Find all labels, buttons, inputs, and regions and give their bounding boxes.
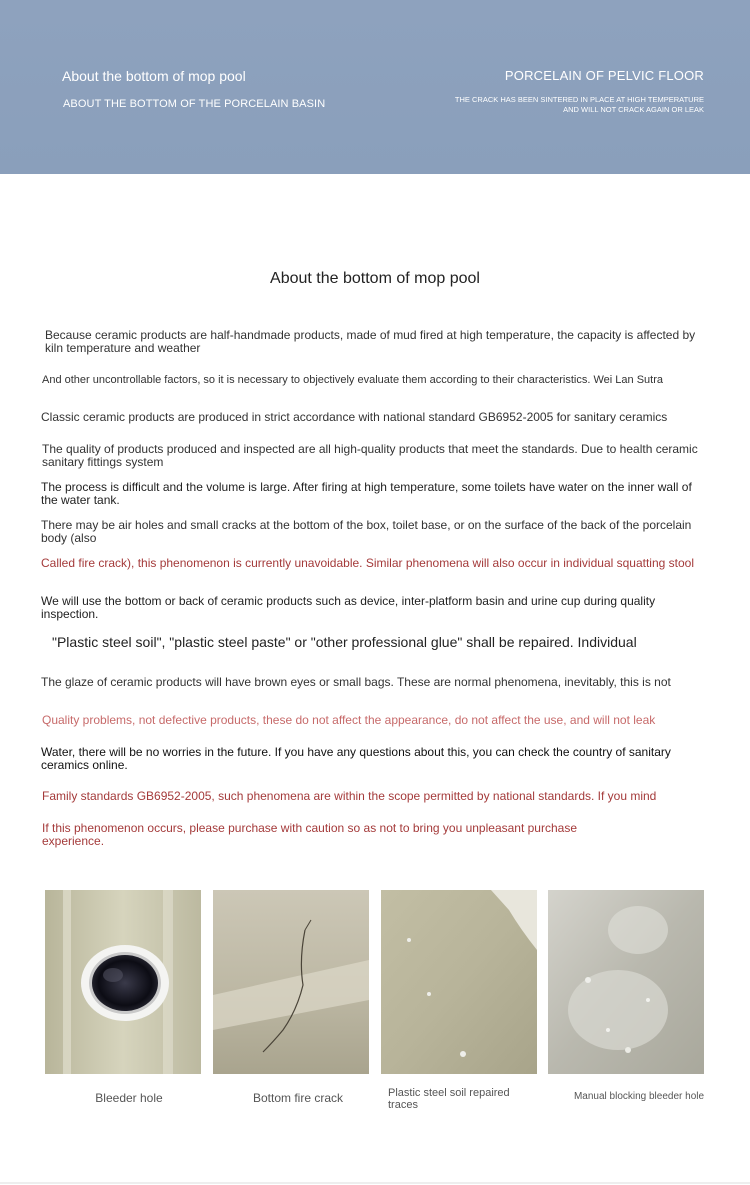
photo-caption-4: Manual blocking bleeder hole xyxy=(573,1091,705,1102)
header-banner xyxy=(0,0,750,174)
bottom-divider xyxy=(0,1182,750,1184)
paragraph-9: "Plastic steel soil", "plastic steel paste" or "other professional glue" shall be repaired. Individual xyxy=(52,634,637,650)
paragraph-6: There may be air holes and small cracks at the bottom of the box, toilet base, or on the surface of the back of the porcelain body (also xyxy=(41,518,692,545)
paragraph-3: Classic ceramic products are produced in strict accordance with national standard GB6952-2005 for sanitary ceramics xyxy=(41,410,668,424)
banner-right-title: PORCELAIN OF PELVIC FLOOR xyxy=(504,68,704,83)
paragraph-13: Family standards GB6952-2005, such phenomena are within the scope permitted by national standards. If you mind xyxy=(42,789,657,803)
banner-right-subtitle xyxy=(444,95,704,115)
banner-right-sub-line1: THE CRACK HAS BEEN SINTERED IN PLACE AT HIGH TEMPERATURE xyxy=(454,95,704,104)
page-heading: About the bottom of mop pool xyxy=(270,270,480,287)
photo-caption-2: Bottom fire crack xyxy=(252,1091,344,1105)
banner-left-subtitle: ABOUT THE BOTTOM OF THE PORCELAIN BASIN xyxy=(63,98,326,110)
paragraph-12: Water, there will be no worries in the future. If you have any questions about this, you can check the country of sanitary ceramics online. xyxy=(41,745,671,772)
paragraph-14: If this phenomenon occurs, please purchase with caution so as not to bring you unpleasant purchase experience. xyxy=(42,821,578,848)
banner-left-title: About the bottom of mop pool xyxy=(62,68,246,84)
paragraph-4: The quality of products produced and inspected are all high-quality products that meet the standards. Due to health ceramic sanitary fittings system xyxy=(42,442,698,469)
banner-right-sub-line2: AND WILL NOT CRACK AGAIN OR LEAK xyxy=(563,105,704,114)
paragraph-10: The glaze of ceramic products will have brown eyes or small bags. These are normal phenomena, inevitably, this is not xyxy=(41,675,671,689)
blocked-hole-photo xyxy=(548,890,704,1074)
photo-caption-3: Plastic steel soil repaired traces xyxy=(388,1087,510,1111)
paragraph-2: And other uncontrollable factors, so it is necessary to objectively evaluate them according to their characteristics. Wei Lan Sutra xyxy=(42,374,663,386)
bleeder-hole-photo xyxy=(45,890,201,1074)
paragraph-11: Quality problems, not defective products, these do not affect the appearance, do not affect the use, and will not leak xyxy=(42,713,656,727)
paragraph-7: Called fire crack), this phenomenon is currently unavoidable. Similar phenomena will also occur in individual squatting stool xyxy=(41,556,695,570)
paragraph-5: The process is difficult and the volume is large. After firing at high temperature, some toilets have water on the inner wall of the water tank. xyxy=(41,480,692,507)
photo-caption-1: Bleeder hole xyxy=(95,1091,163,1105)
paragraph-1: Because ceramic products are half-handmade products, made of mud fired at high temperature, the capacity is affected by kiln temperature and weather xyxy=(45,328,696,355)
fire-crack-photo xyxy=(213,890,369,1074)
repaired-traces-photo xyxy=(381,890,537,1074)
paragraph-8: We will use the bottom or back of ceramic products such as device, inter-platform basin and urine cup during quality inspection. xyxy=(41,594,656,621)
